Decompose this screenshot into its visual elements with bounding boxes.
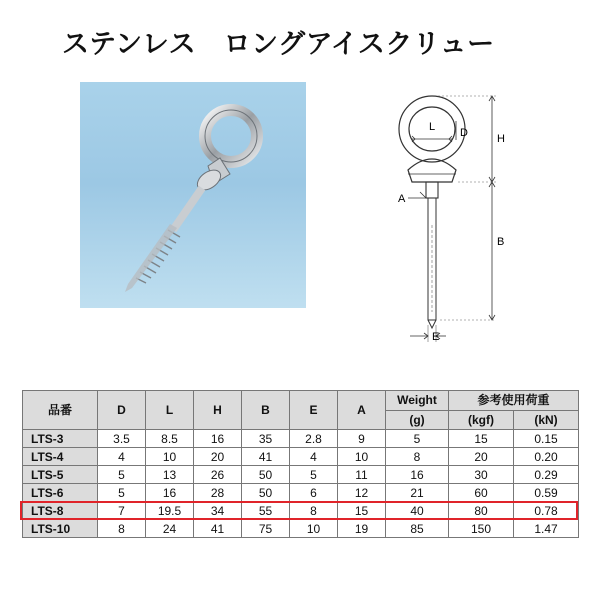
dim-label-A: A — [398, 193, 406, 205]
table-row — [23, 448, 579, 466]
cell-weight: 40 — [386, 502, 449, 520]
col-E: E — [290, 391, 338, 430]
cell-H: 28 — [194, 484, 242, 502]
spec-table — [22, 390, 579, 538]
cell-E: 10 — [290, 520, 338, 538]
table-row — [23, 520, 579, 538]
cell-B: 50 — [242, 466, 290, 484]
cell-kgf: 20 — [449, 448, 514, 466]
dim-label-B: B — [497, 236, 505, 248]
cell-L: 13 — [146, 466, 194, 484]
col-code: 品番 — [23, 391, 98, 430]
col-load-kgf: (kgf) — [449, 410, 514, 430]
cell-weight: 5 — [386, 430, 449, 448]
cell-kn: 0.15 — [514, 430, 579, 448]
cell-weight: 16 — [386, 466, 449, 484]
cell-B: 50 — [242, 484, 290, 502]
col-load: 参考使用荷重 — [449, 391, 579, 411]
col-A: A — [338, 391, 386, 430]
cell-weight: 85 — [386, 520, 449, 538]
col-L: L — [146, 391, 194, 430]
dim-label-L: L — [429, 121, 436, 133]
cell-code: LTS-5 — [23, 466, 98, 484]
col-D: D — [98, 391, 146, 430]
cell-A: 10 — [338, 448, 386, 466]
table-row — [23, 430, 579, 448]
cell-B: 75 — [242, 520, 290, 538]
cell-H: 41 — [194, 520, 242, 538]
cell-L: 16 — [146, 484, 194, 502]
cell-E: 6 — [290, 484, 338, 502]
dim-label-D: D — [460, 127, 468, 139]
col-weight: Weight — [386, 391, 449, 411]
cell-kgf: 15 — [449, 430, 514, 448]
cell-code: LTS-6 — [23, 484, 98, 502]
cell-H: 16 — [194, 430, 242, 448]
thread — [136, 230, 180, 283]
cell-L: 24 — [146, 520, 194, 538]
cell-E: 8 — [290, 502, 338, 520]
cell-D: 7 — [98, 502, 146, 520]
cell-code: LTS-10 — [23, 520, 98, 538]
col-B: B — [242, 391, 290, 430]
cell-H: 20 — [194, 448, 242, 466]
cell-kgf: 150 — [449, 520, 514, 538]
cell-code: LTS-8 — [23, 502, 98, 520]
cell-kgf: 30 — [449, 466, 514, 484]
cell-A: 15 — [338, 502, 386, 520]
cell-kn: 0.78 — [514, 502, 579, 520]
col-weight-unit: (g) — [386, 410, 449, 430]
table-row — [23, 502, 579, 520]
cell-L: 8.5 — [146, 430, 194, 448]
cell-code: LTS-4 — [23, 448, 98, 466]
cell-H: 26 — [194, 466, 242, 484]
header-row — [23, 391, 579, 411]
cell-A: 19 — [338, 520, 386, 538]
cell-B: 35 — [242, 430, 290, 448]
dimension-diagram — [380, 80, 510, 354]
cell-A: 11 — [338, 466, 386, 484]
cell-kgf: 60 — [449, 484, 514, 502]
page-title: ステンレス ロングアイスクリュー — [62, 29, 495, 60]
cell-kn: 1.47 — [514, 520, 579, 538]
cell-E: 5 — [290, 466, 338, 484]
dim-label-H: H — [497, 133, 505, 145]
cell-D: 3.5 — [98, 430, 146, 448]
table-row — [23, 484, 579, 502]
cell-weight: 8 — [386, 448, 449, 466]
cell-kn: 0.59 — [514, 484, 579, 502]
cell-D: 5 — [98, 484, 146, 502]
cell-E: 4 — [290, 448, 338, 466]
cell-D: 8 — [98, 520, 146, 538]
cell-L: 19.5 — [146, 502, 194, 520]
cell-code: LTS-3 — [23, 430, 98, 448]
cell-H: 34 — [194, 502, 242, 520]
cell-D: 5 — [98, 466, 146, 484]
table-row — [23, 466, 579, 484]
cell-kgf: 80 — [449, 502, 514, 520]
cell-A: 12 — [338, 484, 386, 502]
cell-kn: 0.20 — [514, 448, 579, 466]
cell-D: 4 — [98, 448, 146, 466]
dim-label-E: E — [432, 331, 440, 343]
cell-B: 41 — [242, 448, 290, 466]
cell-E: 2.8 — [290, 430, 338, 448]
col-H: H — [194, 391, 242, 430]
shank — [173, 188, 202, 230]
cell-B: 55 — [242, 502, 290, 520]
cell-L: 10 — [146, 448, 194, 466]
screw-body — [125, 224, 177, 292]
product-photo — [80, 82, 306, 308]
cell-A: 9 — [338, 430, 386, 448]
cell-kn: 0.29 — [514, 466, 579, 484]
col-load-kn: (kN) — [514, 410, 579, 430]
cell-weight: 21 — [386, 484, 449, 502]
